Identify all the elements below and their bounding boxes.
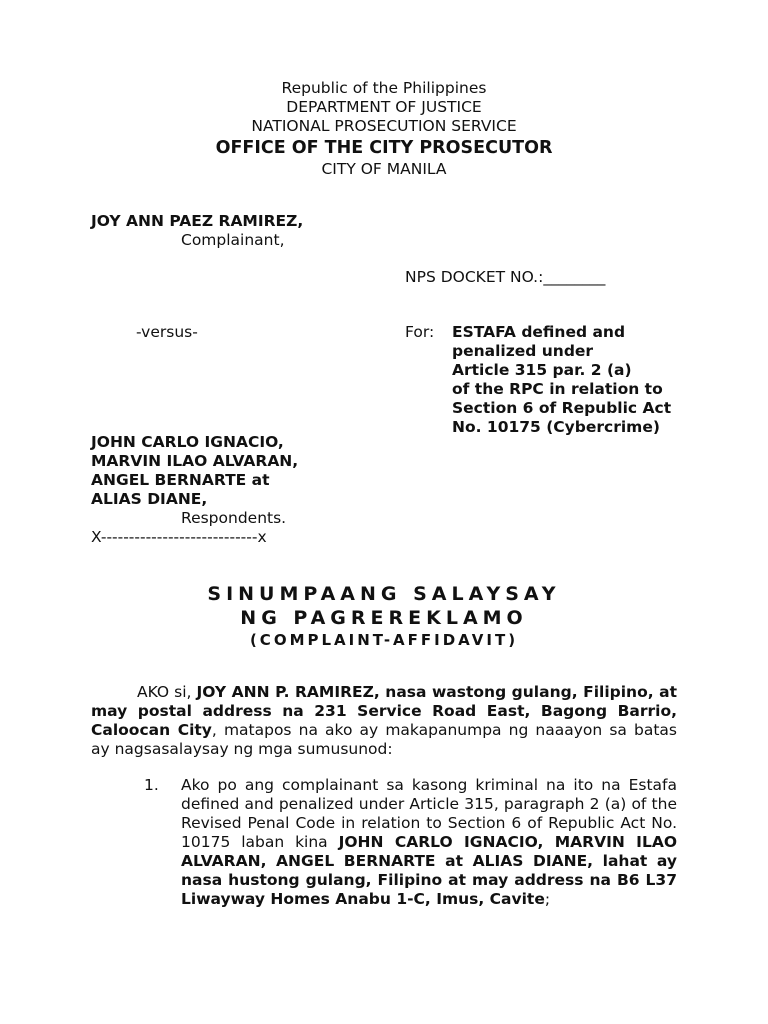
- respondent-names: [91, 433, 298, 509]
- city-line: CITY OF MANILA: [321, 160, 447, 178]
- respondent-name: JOHN CARLO IGNACIO,: [91, 433, 284, 451]
- charge-for-label: For:: [405, 323, 435, 341]
- charge-description: [452, 323, 671, 437]
- charge-line: Article 315 par. 2 (a): [452, 361, 632, 379]
- document-header: [0, 79, 768, 179]
- numbered-paragraph-1: [91, 776, 677, 909]
- affidavit-title: [0, 582, 768, 650]
- charge-line: penalized under: [452, 342, 594, 360]
- title-line-2: NG PAGREREKLAMO: [240, 607, 528, 629]
- respondents-block: [91, 433, 298, 547]
- charge-line: ESTAFA defined and: [452, 323, 626, 341]
- respondent-name: MARVIN ILAO ALVARAN,: [91, 452, 299, 470]
- caption-separator: X----------------------------x: [91, 528, 267, 546]
- intro-affiant-details: JOY ANN P. RAMIREZ, nasa wastong gulang, Filipino, at may postal address na 231 Service Road East, Bagong Barrio, Caloocan City: [91, 683, 677, 739]
- versus-label: -versus-: [136, 323, 198, 341]
- charge-line: Section 6 of Republic Act: [452, 399, 672, 417]
- complainant-role: Complainant,: [181, 231, 285, 249]
- charge-line: No. 10175 (Cybercrime): [452, 418, 660, 436]
- paragraph-number: 1.: [144, 776, 159, 794]
- intro-suffix: , matapos na ako ay makapanumpa ng naaayon sa batas ay nagsasalaysay ng mga sumusunod:: [91, 721, 677, 758]
- department-line: DEPARTMENT OF JUSTICE: [286, 98, 482, 116]
- respondents-role: Respondents.: [181, 509, 287, 527]
- prosecution-service-line: NATIONAL PROSECUTION SERVICE: [251, 117, 517, 135]
- intro-prefix: AKO si,: [137, 683, 197, 701]
- complainant-block: [91, 212, 303, 250]
- docket-number: NPS DOCKET NO.:________: [405, 268, 606, 286]
- paragraph-end: ;: [544, 890, 551, 908]
- paragraph-text: Ako po ang complainant sa kasong kriminal na ito na Estafa defined and penalized under Article 315, paragraph 2 (a) of the Revised Penal Code in relation to Section 6 of Republic Act No. 10175 laban kina: [181, 776, 677, 851]
- republic-line: Republic of the Philippines: [281, 79, 487, 97]
- office-title: OFFICE OF THE CITY PROSECUTOR: [215, 138, 553, 158]
- respondent-name: ALIAS DIANE,: [91, 490, 208, 508]
- paragraph-respondent-details: JOHN CARLO IGNACIO, MARVIN ILAO ALVARAN, ANGEL BERNARTE at ALIAS DIANE, lahat ay nasa hustong gulang, Filipino at may address na B6 L37 Liwayway Homes Anabu 1-C, Imus, Cavite: [181, 833, 677, 908]
- complainant-name: JOY ANN PAEZ RAMIREZ,: [91, 212, 304, 230]
- paragraph-body: [181, 776, 677, 909]
- charge-line: of the RPC in relation to: [452, 380, 663, 398]
- title-line-1: SINUMPAANG SALAYSAY: [207, 583, 561, 605]
- intro-paragraph: [91, 683, 677, 759]
- title-subtitle: (COMPLAINT-AFFIDAVIT): [249, 631, 519, 649]
- respondent-name: ANGEL BERNARTE at: [91, 471, 270, 489]
